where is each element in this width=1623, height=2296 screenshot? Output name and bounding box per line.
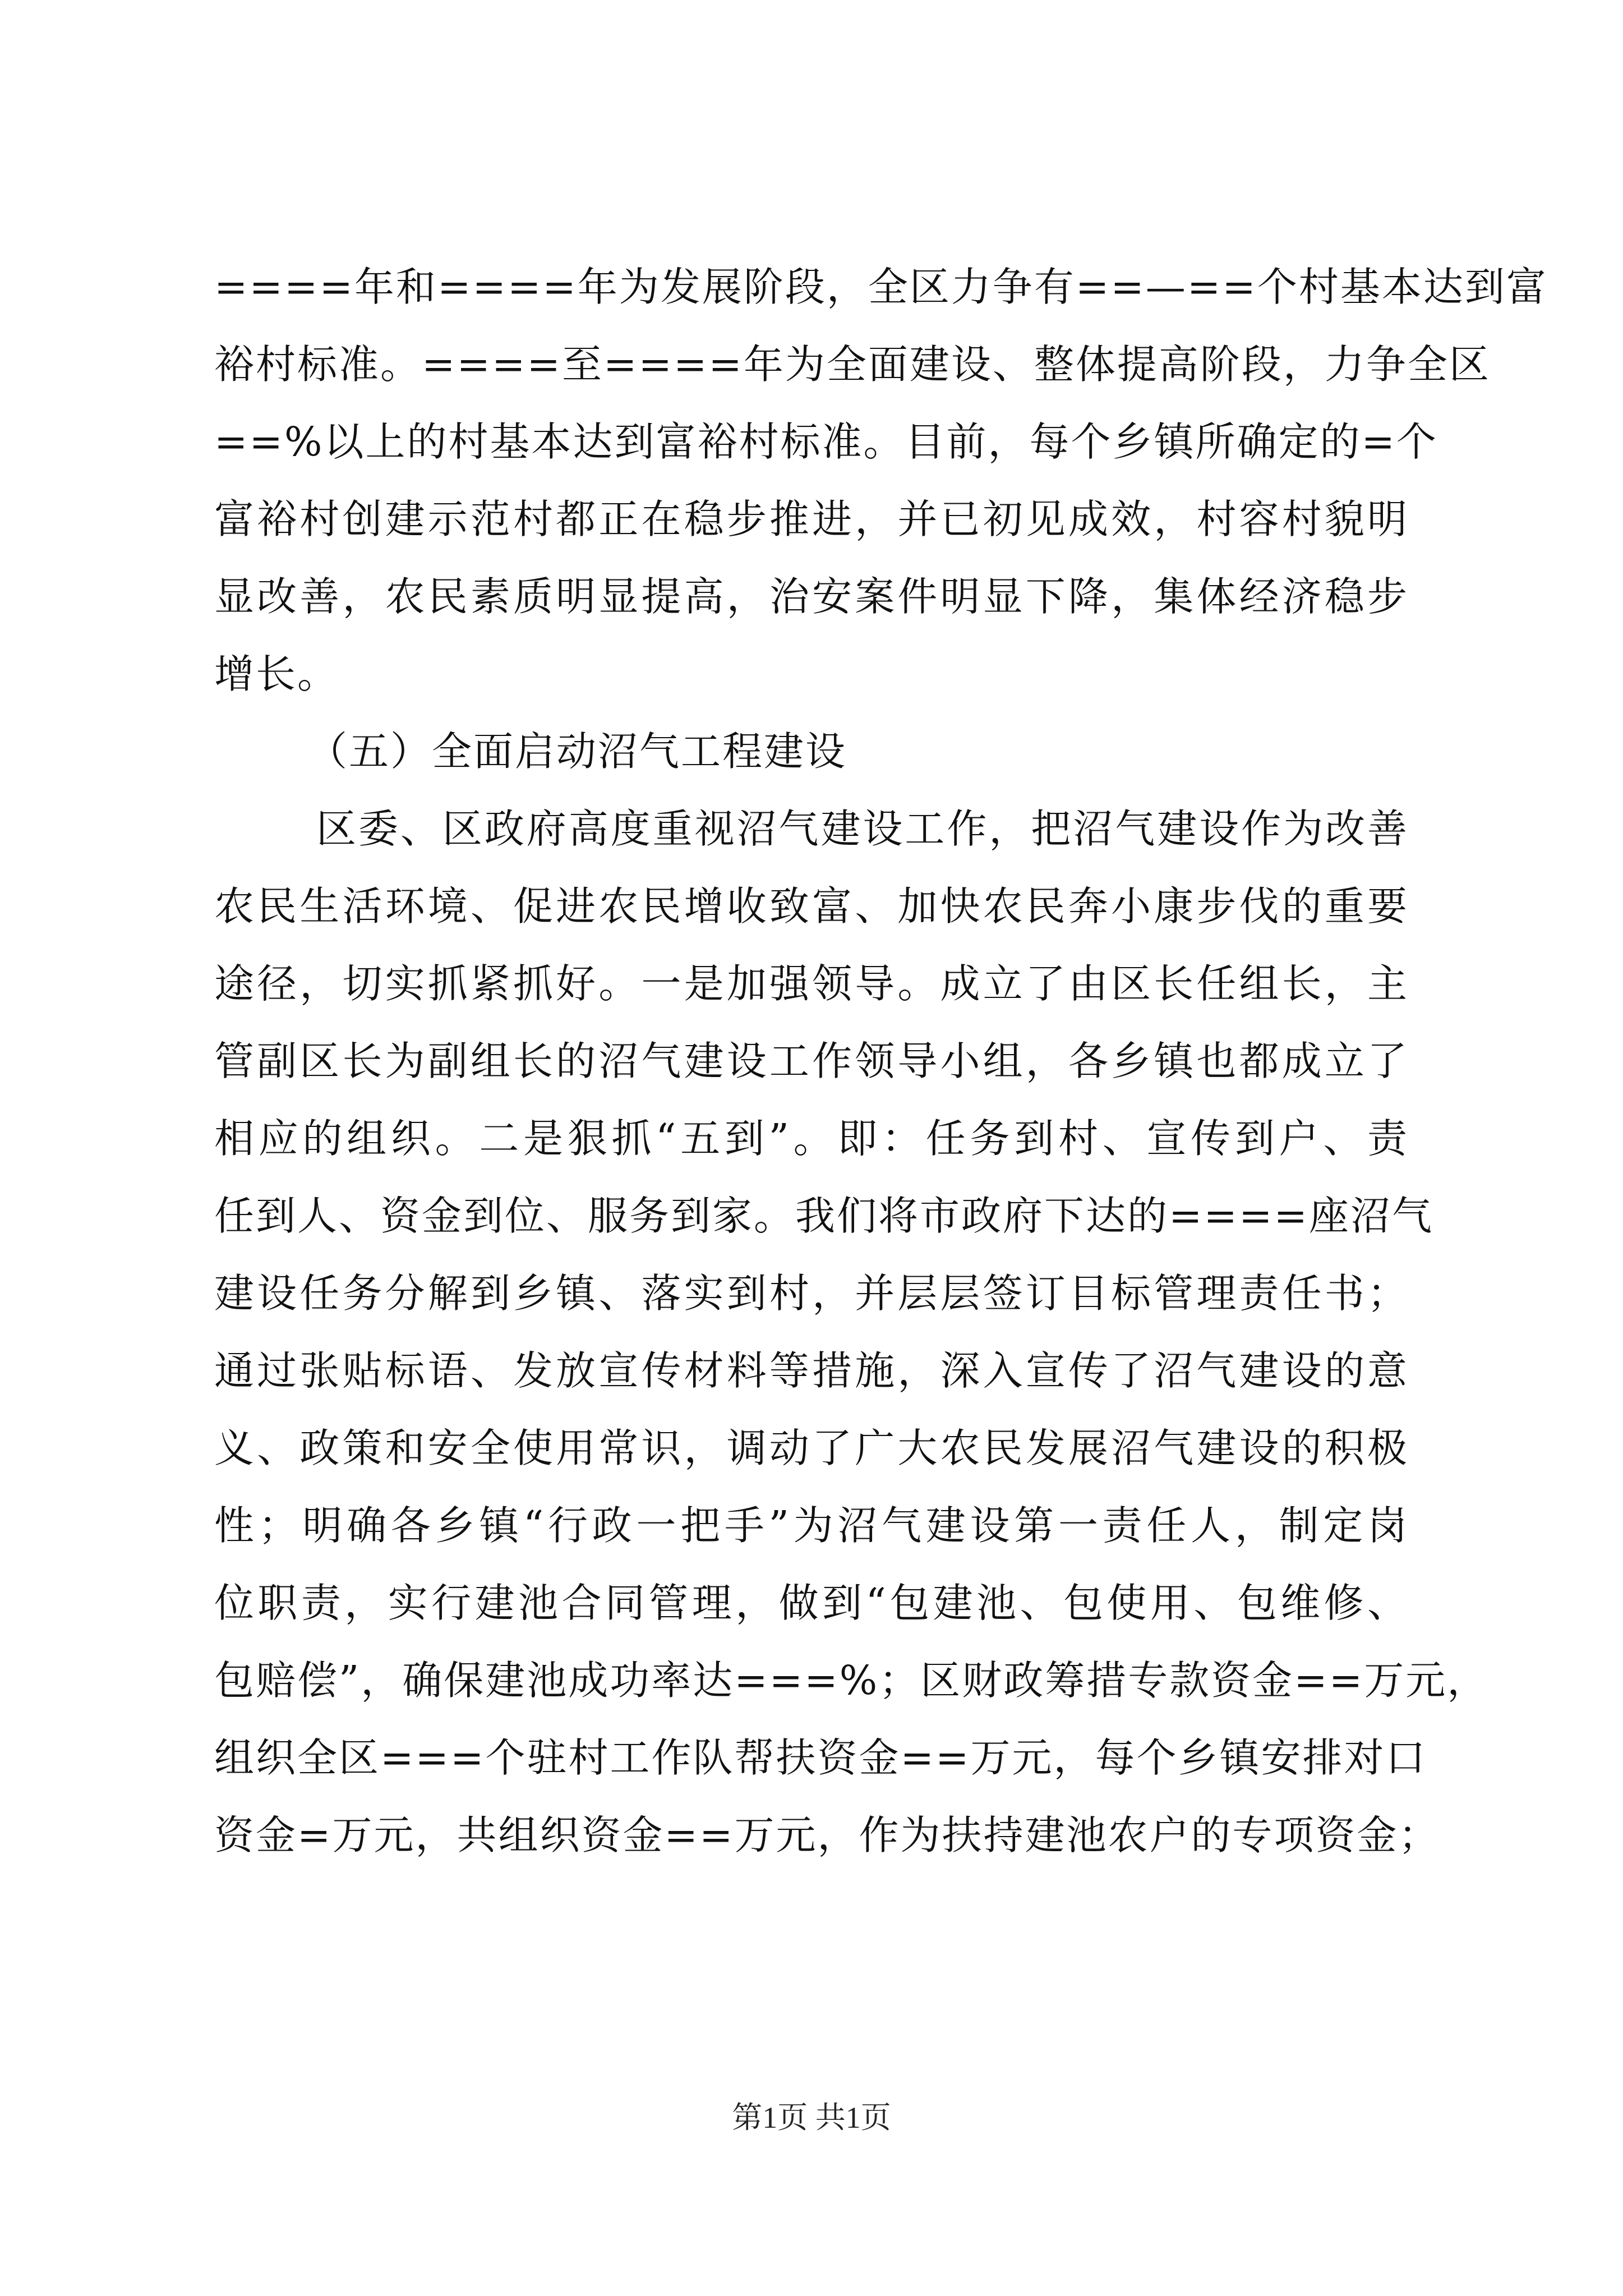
text-line: 显改善，农民素质明显提高，治安案件明显下降，集体经济稳步 — [214, 573, 1409, 620]
text-line: 裕村标准。====至====年为全面建设、整体提高阶段，力争全区 — [214, 341, 1491, 388]
text-line: ====年和====年为发展阶段，全区力争有==—==个村基本达到富 — [214, 264, 1548, 310]
text-line: 增长。 — [214, 651, 339, 697]
text-line: 通过张贴标语、发放宣传材料等措施，深入宣传了沼气建设的意 — [214, 1347, 1409, 1394]
text-line: 包赔偿”，确保建池成功率达===%；区财政筹措专款资金==万元， — [214, 1657, 1489, 1704]
text-line: 建设任务分解到乡镇、落实到村，并层层签订目标管理责任书； — [214, 1270, 1409, 1317]
text-line: 管副区长为副组长的沼气建设工作领导小组，各乡镇也都成立了 — [214, 1038, 1409, 1084]
text-line: 途径，切实抓紧抓好。一是加强领导。成立了由区长任组长，主 — [214, 960, 1409, 1007]
text-line: 义、政策和安全使用常识，调动了广大农民发展沼气建设的积极 — [214, 1425, 1409, 1471]
text-line: 相应的组织。二是狠抓“五到”。即：任务到村、宣传到户、责 — [214, 1115, 1409, 1162]
page-number-footer: 第1页 共1页 — [732, 2101, 891, 2134]
text-line: 农民生活环境、促进农民增收致富、加快农民奔小康步伐的重要 — [214, 883, 1409, 930]
text-line: ==%以上的村基本达到富裕村标准。目前，每个乡镇所确定的=个 — [214, 418, 1438, 465]
paragraph-first-line: 区委、区政府高度重视沼气建设工作，把沼气建设作为改善 — [316, 806, 1409, 852]
section-heading: （五）全面启动沼气工程建设 — [307, 728, 847, 775]
text-line: 位职责，实行建池合同管理，做到“包建池、包使用、包维修、 — [214, 1580, 1409, 1626]
text-line: 任到人、资金到位、服务到家。我们将市政府下达的====座沼气 — [214, 1193, 1433, 1239]
text-line: 组织全区===个驻村工作队帮扶资金==万元，每个乡镇安排对口 — [214, 1734, 1427, 1781]
text-line: 资金=万元，共组织资金==万元，作为扶持建池农户的专项资金； — [214, 1812, 1440, 1858]
text-line: 富裕村创建示范村都正在稳步推进，并已初见成效，村容村貌明 — [214, 496, 1409, 542]
text-line: 性；明确各乡镇“行政一把手”为沼气建设第一责任人，制定岗 — [214, 1502, 1409, 1549]
